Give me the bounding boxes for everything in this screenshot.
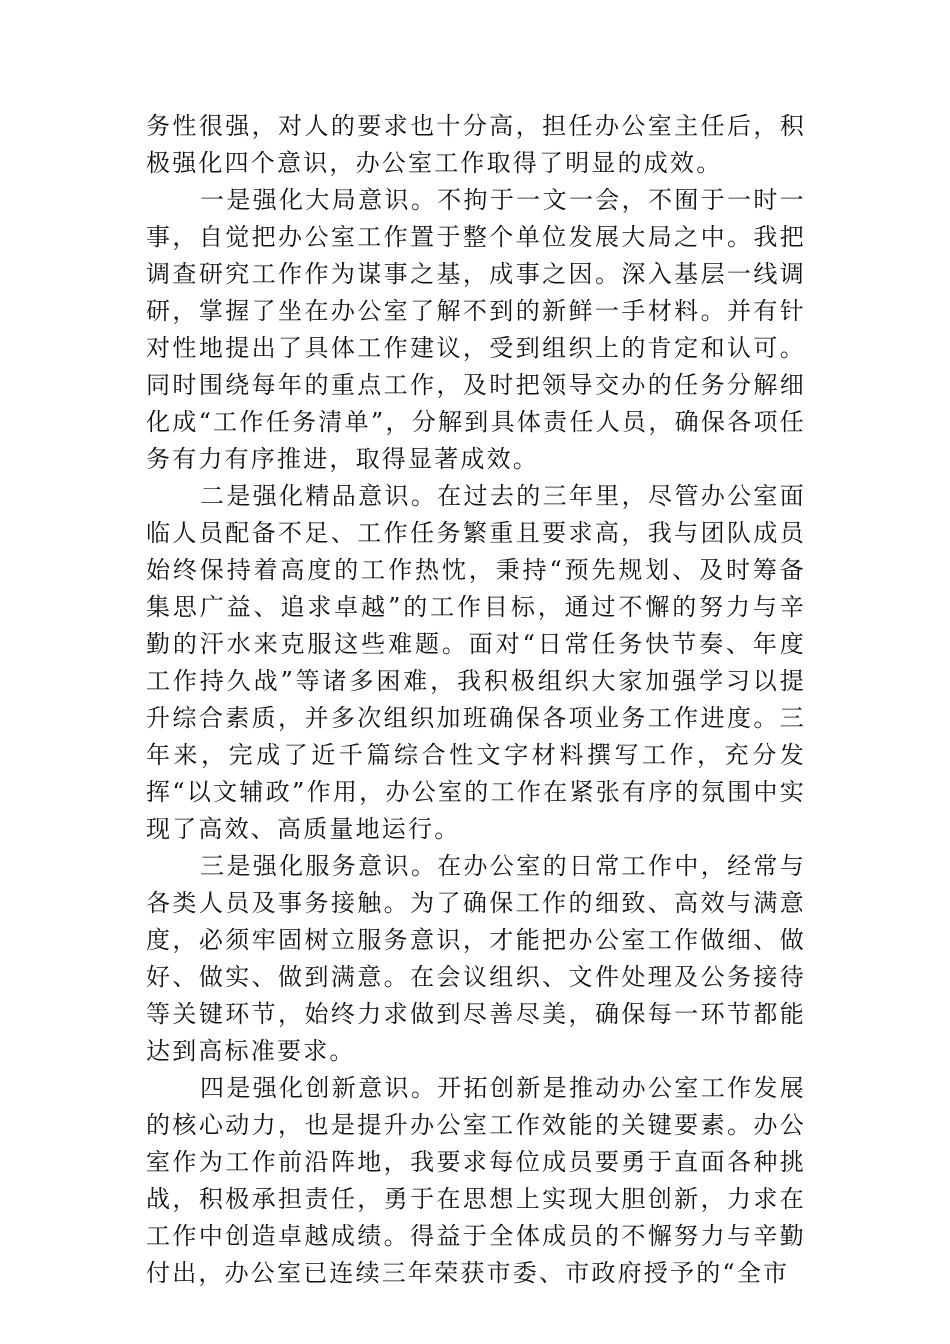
paragraph-innovation-awareness: 四是强化创新意识。开拓创新是推动办公室工作发展的核心动力，也是提升办公室工作效能的关键要素。办公室作为工作前沿阵地，我要求每位成员要勇于直面各种挑战，积极承担责任，勇于在思想上实现大胆创新，力求在工作中创造卓越成绩。得益于全体成员的不懈努力与辛勤付出，办公室已连续三年荣获市委、市政府授予的“全市	[146, 1074, 806, 1287]
document-body	[146, 108, 806, 1292]
paragraph-continuation: 务性很强，对人的要求也十分高，担任办公室主任后，积极强化四个意识，办公室工作取得了明显的成效。	[146, 112, 806, 177]
paragraph-service-awareness: 三是强化服务意识。在办公室的日常工作中，经常与各类人员及事务接触。为了确保工作的细致、高效与满意度，必须牢固树立服务意识，才能把办公室工作做细、做好、做实、做到满意。在会议组织、文件处理及公务接待等关键环节，始终力求做到尽善尽美，确保每一环节都能达到高标准要求。	[146, 852, 806, 1065]
paragraph-quality-awareness: 二是强化精品意识。在过去的三年里，尽管办公室面临人员配备不足、工作任务繁重且要求高，我与团队成员始终保持着高度的工作热忱，秉持“预先规划、及时筹备集思广益、追求卓越”的工作目标，通过不懈的努力与辛勤的汗水来克服这些难题。面对“日常任务快节奏、年度工作持久战”等诸多困难，我积极组织大家加强学习以提升综合素质，并多次组织加班确保各项业务工作进度。三年来，完成了近千篇综合性文字材料撰写工作，充分发挥“以文辅政”作用，办公室的工作在紧张有序的氛围中实现了高效、高质量地运行。	[146, 482, 806, 843]
paragraph-overall-awareness: 一是强化大局意识。不拘于一文一会，不囿于一时一事，自觉把办公室工作置于整个单位发展大局之中。我把调查研究工作作为谋事之基，成事之因。深入基层一线调研，掌握了坐在办公室了解不到的新鲜一手材料。并有针对性地提出了具体工作建议，受到组织上的肯定和认可。同时围绕每年的重点工作，及时把领导交办的任务分解细化成“工作任务清单”，分解到具体责任人员，确保各项任务有力有序推进，取得显著成效。	[146, 186, 806, 473]
